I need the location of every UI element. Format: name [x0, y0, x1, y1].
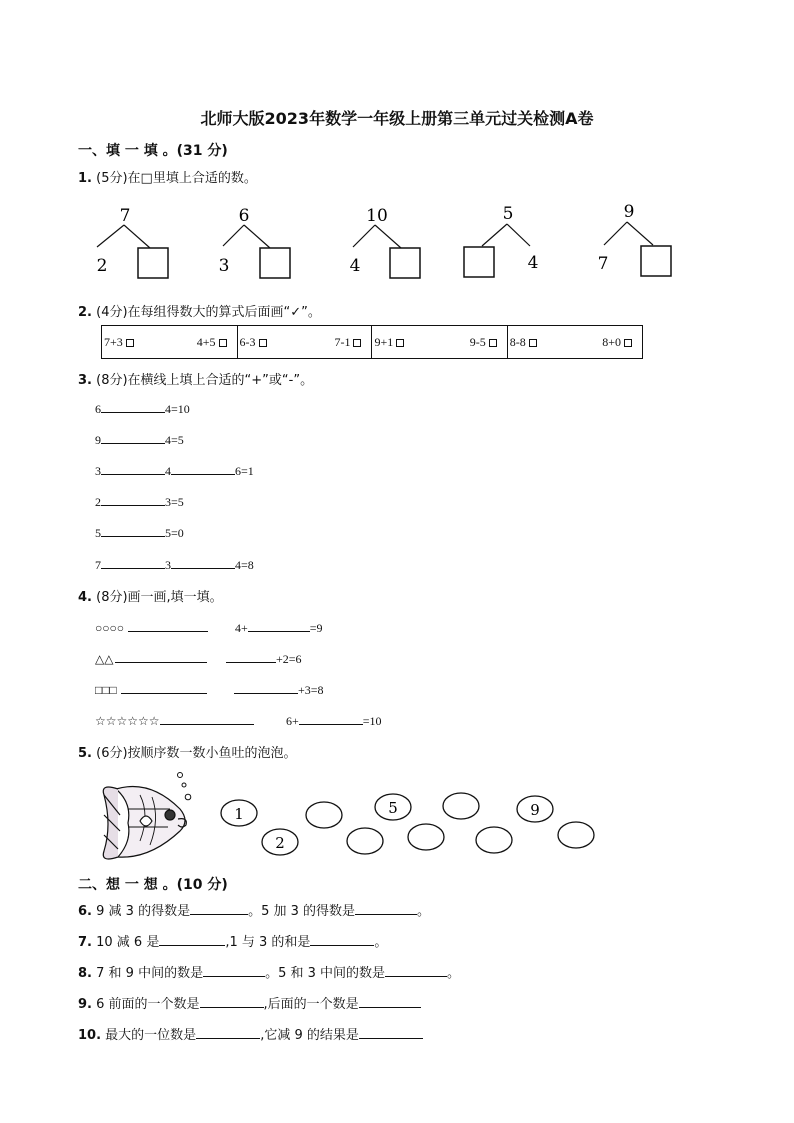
comparison-table	[101, 325, 643, 359]
tree-4-answer-box[interactable]	[464, 247, 494, 277]
comparison-group-3	[372, 326, 507, 359]
tree-2-answer-box[interactable]	[260, 248, 290, 278]
q4-eq-3: +3=8	[234, 681, 324, 698]
number-trees-figure	[0, 195, 794, 290]
check-box[interactable]	[624, 339, 632, 347]
check-box[interactable]	[396, 339, 404, 347]
expression: 9+1	[374, 335, 404, 350]
check-box[interactable]	[529, 339, 537, 347]
q8: 8. 7 和 9 中间的数是 。5 和 3 中间的数是 。	[78, 966, 461, 981]
number-tree-2	[219, 206, 290, 278]
bubble-7[interactable]	[443, 793, 479, 819]
number-tree-3	[350, 206, 420, 278]
q3-line-6: 7 3 4=8	[95, 558, 254, 572]
shape-group: □□□	[95, 683, 117, 697]
bubble-2-label: 2	[275, 834, 285, 852]
q1	[78, 167, 257, 186]
q7: 7. 10 减 6 是 ,1 与 3 的和是 。	[78, 935, 388, 950]
tree-2-top: 6	[238, 206, 250, 226]
q4	[78, 586, 223, 605]
section1-heading: 一、填 一 填 。(31 分)	[78, 143, 228, 159]
answer-blank[interactable]	[101, 431, 165, 444]
q1-text: (5分)在□里填上合适的数。	[96, 171, 257, 186]
page-title: 北师大版2023年数学一年级上册第三单元过关检测A卷	[200, 109, 594, 128]
tree-1-left: 2	[96, 256, 108, 276]
section2-heading: 二、想 一 想 。(10 分)	[78, 877, 228, 893]
check-box[interactable]	[126, 339, 134, 347]
tree-3-top: 10	[366, 206, 388, 226]
check-box[interactable]	[219, 339, 227, 347]
answer-blank[interactable]	[226, 650, 276, 663]
q4-text: (8分)画一画,填一填。	[96, 590, 223, 605]
expression: 8-8	[510, 335, 537, 350]
answer-blank[interactable]	[299, 712, 363, 725]
answer-blank[interactable]	[200, 995, 264, 1008]
answer-blank[interactable]	[203, 964, 265, 977]
check-box[interactable]	[489, 339, 497, 347]
shape-group: ☆☆☆☆☆☆	[95, 714, 160, 728]
answer-blank[interactable]	[234, 681, 298, 694]
number-tree-5	[598, 202, 671, 276]
q6-number: 6.	[78, 904, 92, 919]
air-bubbles	[178, 773, 191, 800]
bubble-1-label: 1	[234, 805, 244, 823]
q4-row-4	[95, 712, 254, 729]
expression: 9-5	[470, 335, 497, 350]
q2-text: (4分)在每组得数大的算式后面画“✓”。	[96, 305, 321, 320]
tree-1-answer-box[interactable]	[138, 248, 168, 278]
q3-number: 3.	[78, 373, 92, 388]
comparison-group-1	[102, 326, 238, 359]
expression: 4+5	[197, 335, 227, 350]
expression: 7-1	[334, 335, 361, 350]
q4-number: 4.	[78, 590, 92, 605]
bubble-9-label: 9	[530, 801, 540, 819]
q10-number: 10.	[78, 1028, 102, 1043]
q5-text: (6分)按顺序数一数小鱼吐的泡泡。	[96, 746, 297, 761]
fish-bubbles-figure	[0, 765, 794, 870]
answer-blank[interactable]	[310, 933, 374, 946]
answer-blank[interactable]	[159, 933, 225, 946]
q9: 9. 6 前面的一个数是 ,后面的一个数是	[78, 993, 421, 1012]
tree-5-answer-box[interactable]	[641, 246, 671, 276]
bubble-5-label: 5	[388, 799, 398, 817]
drawing-blank[interactable]	[121, 681, 207, 694]
answer-blank[interactable]	[101, 493, 165, 506]
drawing-blank[interactable]	[128, 619, 208, 632]
tree-4-right: 4	[527, 253, 539, 273]
answer-blank[interactable]	[101, 400, 165, 413]
q3-line-5: 5 5=0	[95, 526, 184, 540]
drawing-blank[interactable]	[115, 650, 207, 663]
answer-blank[interactable]	[359, 995, 421, 1008]
q3-line-2: 9 4=5	[95, 433, 184, 447]
comparison-group-2	[237, 326, 372, 359]
answer-blank[interactable]	[196, 1026, 260, 1039]
fish-illustration	[103, 787, 186, 860]
number-tree-1	[97, 206, 168, 278]
q3	[78, 369, 313, 388]
answer-blank[interactable]	[171, 462, 235, 475]
answer-blank[interactable]	[190, 902, 248, 915]
q7-number: 7.	[78, 935, 92, 950]
shape-group: △△	[95, 652, 114, 666]
expression: 7+3	[104, 335, 134, 350]
q5	[78, 742, 297, 761]
answer-blank[interactable]	[355, 902, 417, 915]
q4-eq-4: 6+ =10	[286, 714, 382, 728]
answer-blank[interactable]	[359, 1026, 423, 1039]
bubble-6[interactable]	[408, 824, 444, 850]
number-tree-4	[464, 204, 538, 277]
answer-blank[interactable]	[248, 619, 310, 632]
q3-line-1: 6 4=10	[95, 402, 190, 416]
bubble-10[interactable]	[558, 822, 594, 848]
comparison-group-4	[507, 326, 642, 359]
bubble-3[interactable]	[306, 802, 342, 828]
tree-2-left: 3	[218, 256, 230, 276]
answer-blank[interactable]	[101, 556, 165, 569]
tree-5-left: 7	[597, 254, 609, 274]
q4-eq-2: +2=6	[226, 650, 302, 667]
q5-number: 5.	[78, 746, 92, 761]
q4-row-3	[95, 681, 207, 698]
expression: 8+0	[602, 335, 632, 350]
tree-4-top: 5	[502, 204, 514, 224]
answer-blank[interactable]	[171, 556, 235, 569]
q4-row-2	[95, 650, 207, 667]
q8-number: 8.	[78, 966, 92, 981]
bubble-4[interactable]	[347, 828, 383, 854]
q4-eq-1: 4+ =9	[235, 621, 323, 635]
shape-group: ○○○○	[95, 621, 124, 635]
tree-5-top: 9	[623, 202, 635, 222]
drawing-blank[interactable]	[160, 712, 254, 725]
q2-number: 2.	[78, 305, 92, 320]
expression: 6-3	[240, 335, 267, 350]
q3-text: (8分)在横线上填上合适的“+”或“-”。	[96, 373, 314, 388]
q1-number: 1.	[78, 171, 92, 186]
answer-blank[interactable]	[101, 524, 165, 537]
check-box[interactable]	[353, 339, 361, 347]
tree-3-answer-box[interactable]	[390, 248, 420, 278]
bubble-8[interactable]	[476, 827, 512, 853]
answer-blank[interactable]	[385, 964, 447, 977]
tree-3-left: 4	[349, 256, 361, 276]
q9-number: 9.	[78, 997, 92, 1012]
answer-blank[interactable]	[101, 462, 165, 475]
q3-line-3: 3 4 6=1	[95, 464, 254, 478]
q2	[78, 301, 321, 320]
check-box[interactable]	[259, 339, 267, 347]
q4-row-1	[95, 619, 208, 636]
q6: 6. 9 减 3 的得数是 。5 加 3 的得数是 。	[78, 904, 431, 919]
q3-line-4: 2 3=5	[95, 495, 184, 509]
q10: 10. 最大的一位数是 ,它减 9 的结果是	[78, 1024, 423, 1043]
tree-1-top: 7	[119, 206, 131, 226]
